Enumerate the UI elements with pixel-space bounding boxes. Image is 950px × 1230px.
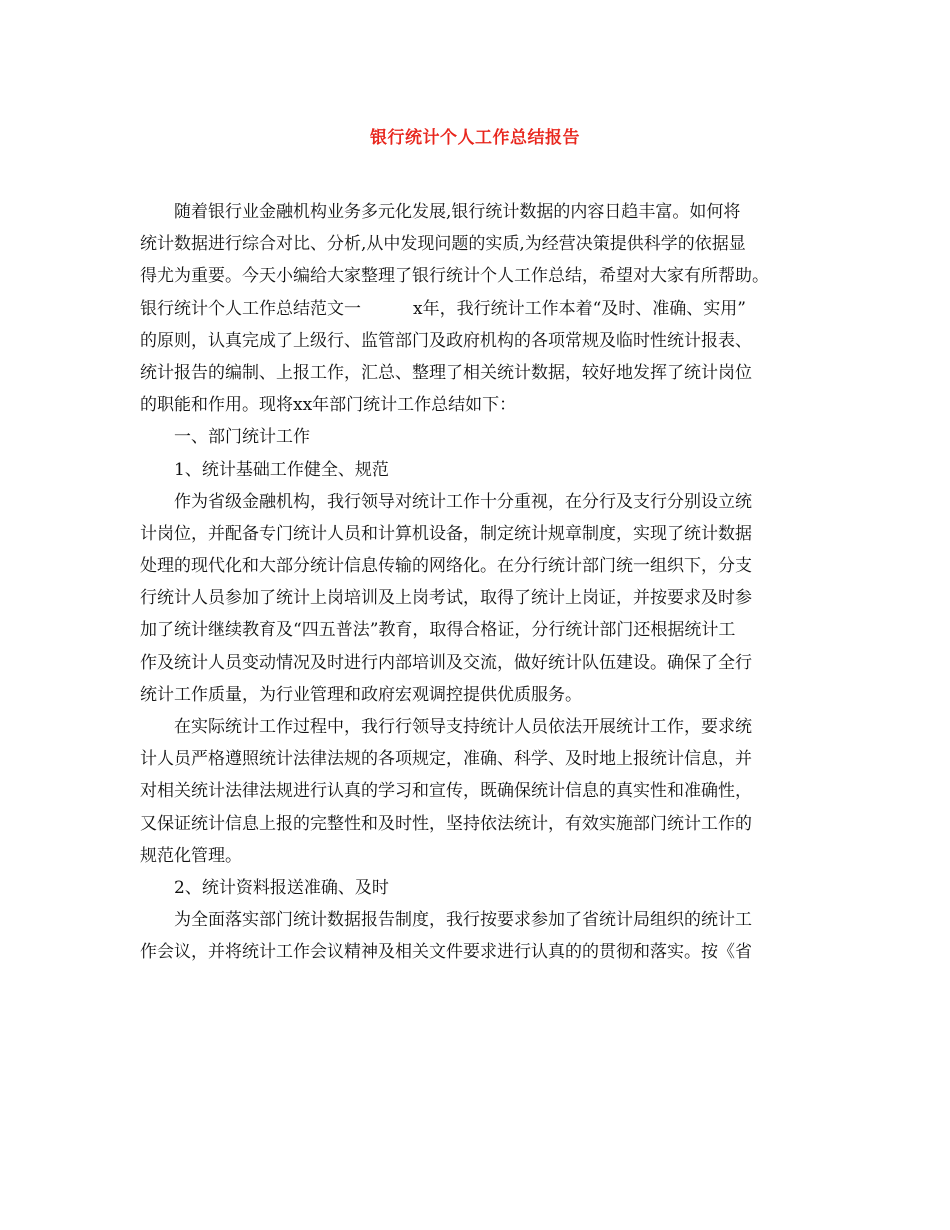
text-line: 一、部门统计工作: [174, 427, 310, 448]
text-line: 又保证统计信息上报的完整性和及时性，坚持依法统计，有效实施部门统计工作的: [140, 813, 752, 834]
text-line: 对相关统计法律法规进行认真的学习和宣传，既确保统计信息的真实性和准确性，: [140, 781, 752, 802]
text-line: 为全面落实部门统计数据报告制度，我行按要求参加了省统计局组织的统计工: [174, 910, 752, 931]
text-line: 得尤为重要。今天小编给大家整理了银行统计个人工作总结，希望对大家有所帮助。: [140, 266, 769, 287]
text-line: 的职能和作用。现将xx年部门统计工作总结如下：: [140, 395, 517, 416]
text-line: 2、统计资料报送准确、及时: [174, 877, 389, 898]
text-line: 统计报告的编制、上报工作，汇总、整理了相关统计数据，较好地发挥了统计岗位: [140, 362, 752, 383]
text-line: 计人员严格遵照统计法律法规的各项规定，准确、科学、及时地上报统计信息，并: [140, 749, 752, 770]
text-line: 作及统计人员变动情况及时进行内部培训及交流，做好统计队伍建设。确保了全行: [140, 652, 752, 673]
text-line: 在实际统计工作过程中，我行行领导支持统计人员依法开展统计工作，要求统: [174, 717, 752, 737]
text-line: 统计工作质量，为行业管理和政府宏观调控提供优质服务。: [140, 684, 582, 705]
text-segment: x年，我行统计工作本着“及时、准确、实用”: [413, 298, 746, 319]
document-body: [140, 196, 820, 969]
text-line: 处理的现代化和大部分统计信息传输的网络化。在分行统计部门统一组织下，分支: [140, 556, 752, 577]
document-title: 银行统计个人工作总结报告: [370, 128, 580, 148]
text-line: 作为省级金融机构，我行领导对统计工作十分重视，在分行及支行分别设立统: [174, 491, 752, 512]
text-line: 作会议，并将统计工作会议精神及相关文件要求进行认真的的贯彻和落实。按《省: [140, 942, 752, 963]
text-line: 行统计人员参加了统计上岗培训及上岗考试，取得了统计上岗证，并按要求及时参: [140, 588, 752, 609]
text-line: 的原则，认真完成了上级行、监管部门及政府机构的各项常规及临时性统计报表、: [140, 330, 752, 351]
text-line: 计岗位，并配备专门统计人员和计算机设备，制定统计规章制度，实现了统计数据: [140, 523, 752, 544]
text-line: 统计数据进行综合对比、分析,从中发现问题的实质,为经营决策提供科学的依据显: [140, 234, 746, 255]
text-line: 随着银行业金融机构业务多元化发展,银行统计数据的内容日趋丰富。如何将: [174, 202, 741, 222]
text-line: [140, 293, 820, 325]
text-line: 1、统计基础工作健全、规范: [174, 459, 389, 480]
text-segment: 银行统计个人工作总结范文一: [140, 298, 361, 319]
text-line: 加了统计继续教育及“四五普法”教育，取得合格证，分行统计部门还根据统计工: [140, 620, 736, 641]
text-line: 规范化管理。: [140, 845, 242, 866]
